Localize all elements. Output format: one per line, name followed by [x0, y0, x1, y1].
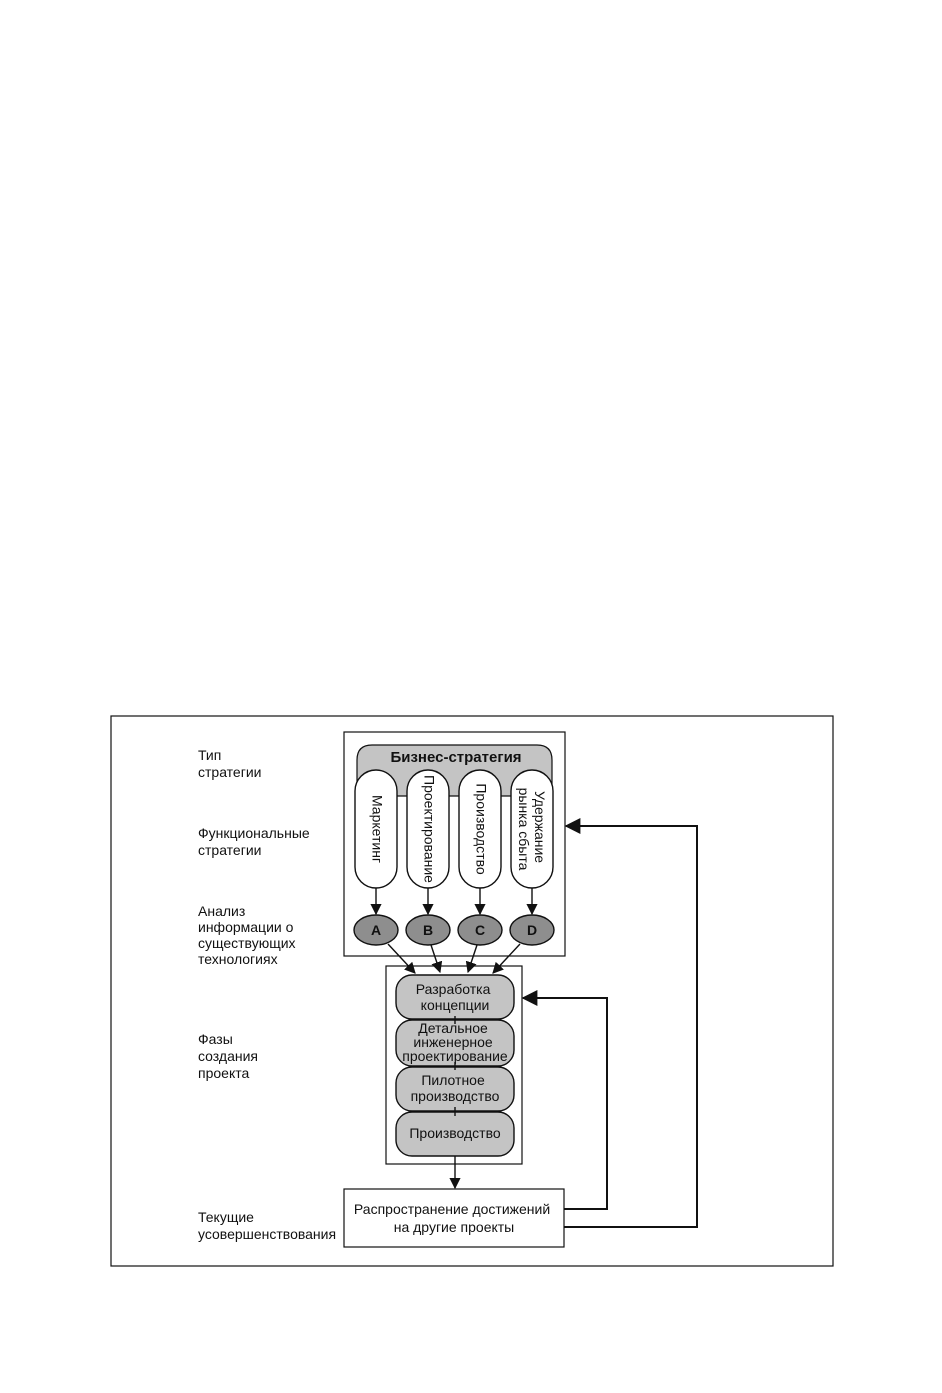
- dissemination-box: [344, 1189, 564, 1247]
- dissemination-text: Распространение достижений на другие проекты: [353, 1201, 551, 1235]
- feedback-arrow-to-functional-strategies: [564, 826, 697, 1227]
- node-a: [354, 915, 398, 945]
- function-pill-market-retention: [511, 770, 553, 888]
- arrow-a-to-concept: [388, 944, 415, 973]
- svg-text:Удержание рынка сбыта: Удержание рынка сбыта: [516, 787, 548, 871]
- svg-text:Разработка концепции: Разработка концепции: [415, 981, 491, 1013]
- node-c: [458, 915, 502, 945]
- phase-production: [396, 1112, 514, 1156]
- svg-text:Производство: Производство: [409, 1125, 501, 1141]
- svg-text:A: A: [370, 922, 382, 938]
- svg-text:D: D: [526, 922, 538, 938]
- arrow-c-to-concept: [468, 945, 477, 972]
- function-pill-design: [407, 770, 449, 888]
- label-current-improvements: Текущие усовершенствования: [198, 1209, 337, 1242]
- svg-text:Маркетинг: Маркетинг: [369, 794, 386, 864]
- feedback-arrow-to-concept: [523, 998, 607, 1209]
- label-project-phases: Фазы создания проекта: [198, 1031, 258, 1081]
- svg-text:C: C: [474, 922, 486, 938]
- label-technology-analysis: Анализ информации о существующих технологиях: [198, 903, 296, 967]
- svg-text:Пилотное производство: Пилотное производство: [410, 1072, 500, 1104]
- node-d: [510, 915, 554, 945]
- svg-text:Проектирование: Проектирование: [421, 775, 438, 883]
- phase-concept: [396, 975, 514, 1019]
- phase-detailed-engineering: [396, 1020, 514, 1066]
- svg-text:Производство: Производство: [473, 783, 490, 875]
- svg-text:Детальное инженерное: Детальное инженерное проектирование: [402, 1020, 508, 1064]
- phase-pilot-production: [396, 1067, 514, 1111]
- svg-text:B: B: [422, 922, 434, 938]
- function-pill-marketing: [355, 770, 397, 888]
- label-strategy-type: Тип стратегии: [198, 747, 262, 780]
- business-strategy-title: Бизнес-стратегия: [390, 749, 522, 766]
- label-functional-strategies: Функциональные стратегии: [198, 825, 310, 858]
- node-b: [406, 915, 450, 945]
- arrow-d-to-concept: [493, 944, 520, 973]
- function-pill-production: [459, 770, 501, 888]
- arrow-b-to-concept: [431, 945, 440, 972]
